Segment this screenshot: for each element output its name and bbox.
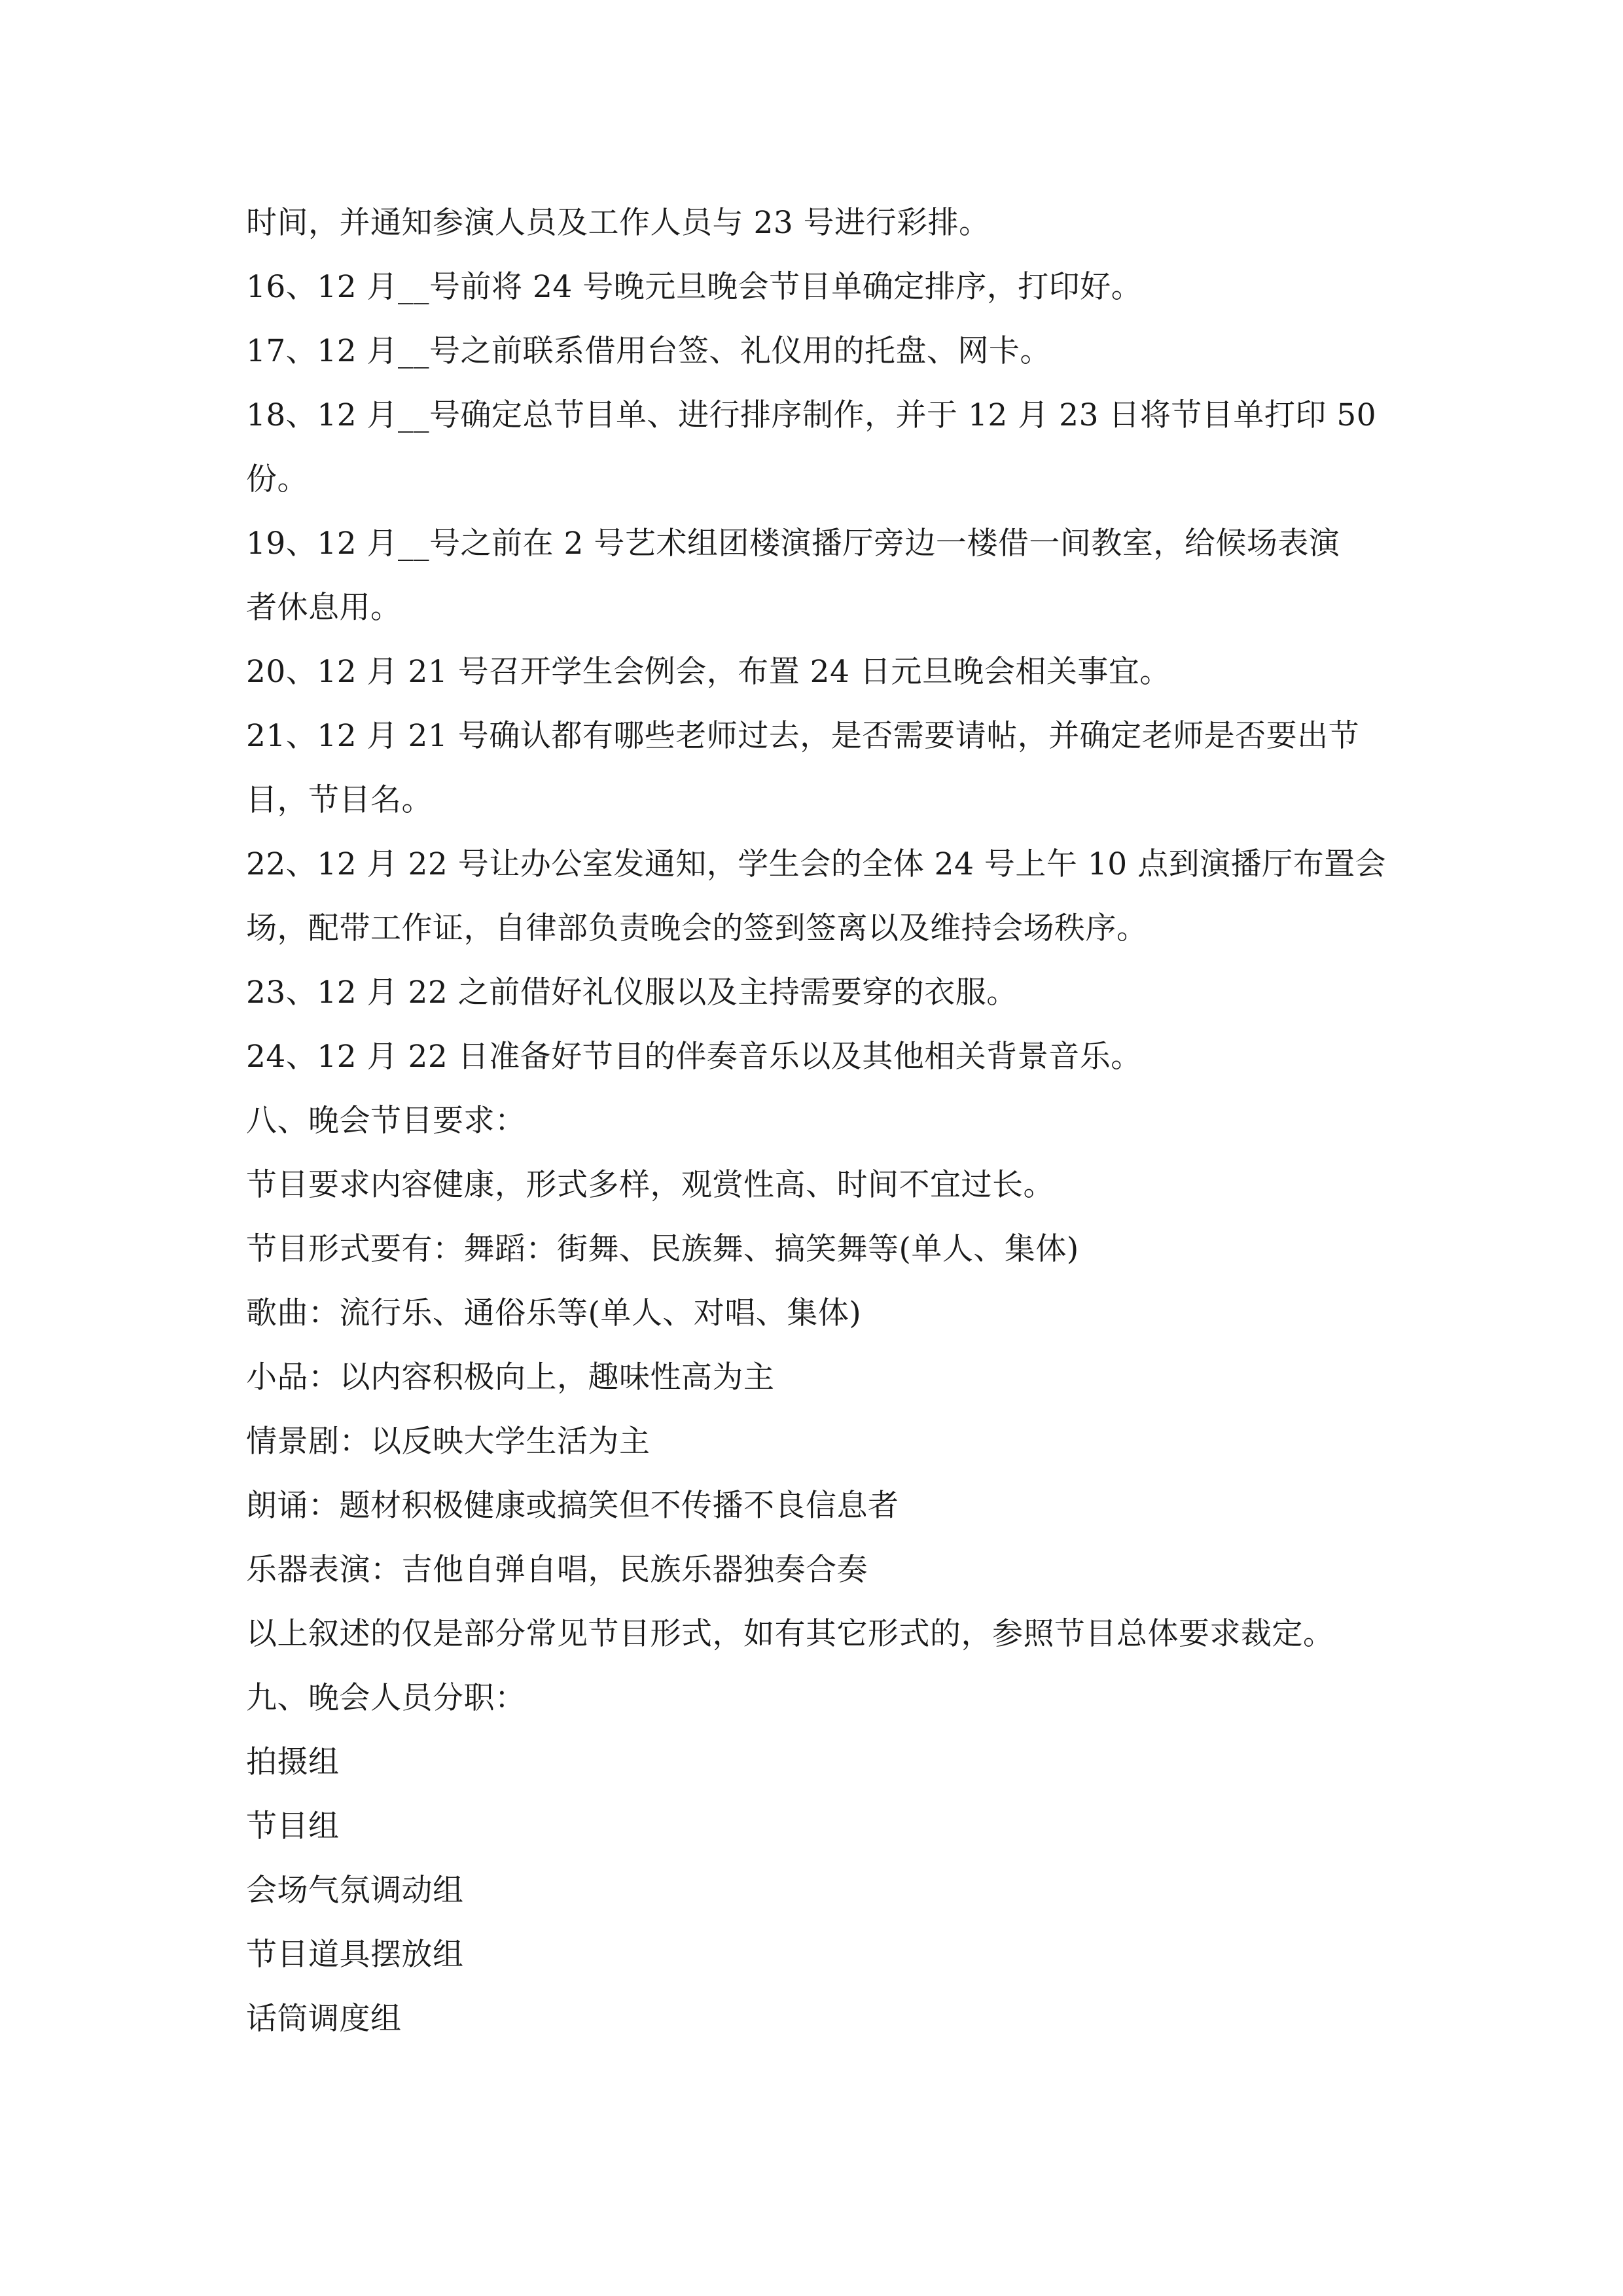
text-line: 时间，并通知参演人员及工作人员与 23 号进行彩排。 [246, 205, 990, 241]
text-line: 23、12 月 22 之前借好礼仪服以及主持需要穿的衣服。 [246, 975, 1018, 1011]
list-item: 节目组 [246, 1808, 340, 1844]
list-item: 拍摄组 [246, 1744, 340, 1780]
text-line: 者休息用。 [246, 590, 402, 626]
document-body [246, 191, 1404, 2051]
text-line: 小品：以内容积极向上，趣味性高为主 [246, 1359, 775, 1395]
text-line: 朗诵：题材积极健康或搞笑但不传播不良信息者 [246, 1488, 899, 1524]
text-line: 节目形式要有：舞蹈：街舞、民族舞、搞笑舞等(单人、集体) [246, 1231, 1079, 1267]
text-line: 场，配带工作证，自律部负责晚会的签到签离以及维持会场秩序。 [246, 910, 1148, 946]
text-line: 目，节目名。 [246, 782, 433, 818]
text-line: 情景剧：以反映大学生活为主 [246, 1424, 651, 1460]
section-heading: 八、晚会节目要求： [246, 1103, 526, 1139]
text-line: 22、12 月 22 号让办公室发通知，学生会的全体 24 号上午 10 点到演播厅布置会 [246, 846, 1387, 882]
text-line: 20、12 月 21 号召开学生会例会，布置 24 日元旦晚会相关事宜。 [246, 654, 1171, 690]
text-line: 歌曲：流行乐、通俗乐等(单人、对唱、集体) [246, 1295, 862, 1331]
list-item: 话筒调度组 [246, 2001, 402, 2037]
text-line: 19、12 月__号之前在 2 号艺术组团楼演播厅旁边一楼借一间教室，给候场表演 [246, 526, 1340, 562]
section-heading: 九、晚会人员分职： [246, 1680, 526, 1716]
list-item: 节目道具摆放组 [246, 1937, 464, 1973]
text-line: 乐器表演：吉他自弹自唱，民族乐器独奏合奏 [246, 1552, 868, 1588]
text-line: 16、12 月__号前将 24 号晚元旦晚会节目单确定排序，打印好。 [246, 269, 1143, 305]
list-item: 会场气氛调动组 [246, 1873, 464, 1909]
text-line: 节目要求内容健康，形式多样，观赏性高、时间不宜过长。 [246, 1167, 1054, 1203]
text-line: 18、12 月__号确定总节目单、进行排序制作，并于 12 月 23 日将节目单打印 50 [246, 397, 1377, 433]
text-line: 17、12 月__号之前联系借用台签、礼仪用的托盘、网卡。 [246, 333, 1052, 369]
text-line: 24、12 月 22 日准备好节目的伴奏音乐以及其他相关背景音乐。 [246, 1039, 1142, 1075]
text-line: 份。 [246, 461, 308, 497]
text-line: 以上叙述的仅是部分常见节目形式，如有其它形式的，参照节目总体要求裁定。 [246, 1616, 1334, 1652]
text-line: 21、12 月 21 号确认都有哪些老师过去，是否需要请帖，并确定老师是否要出节 [246, 718, 1360, 754]
